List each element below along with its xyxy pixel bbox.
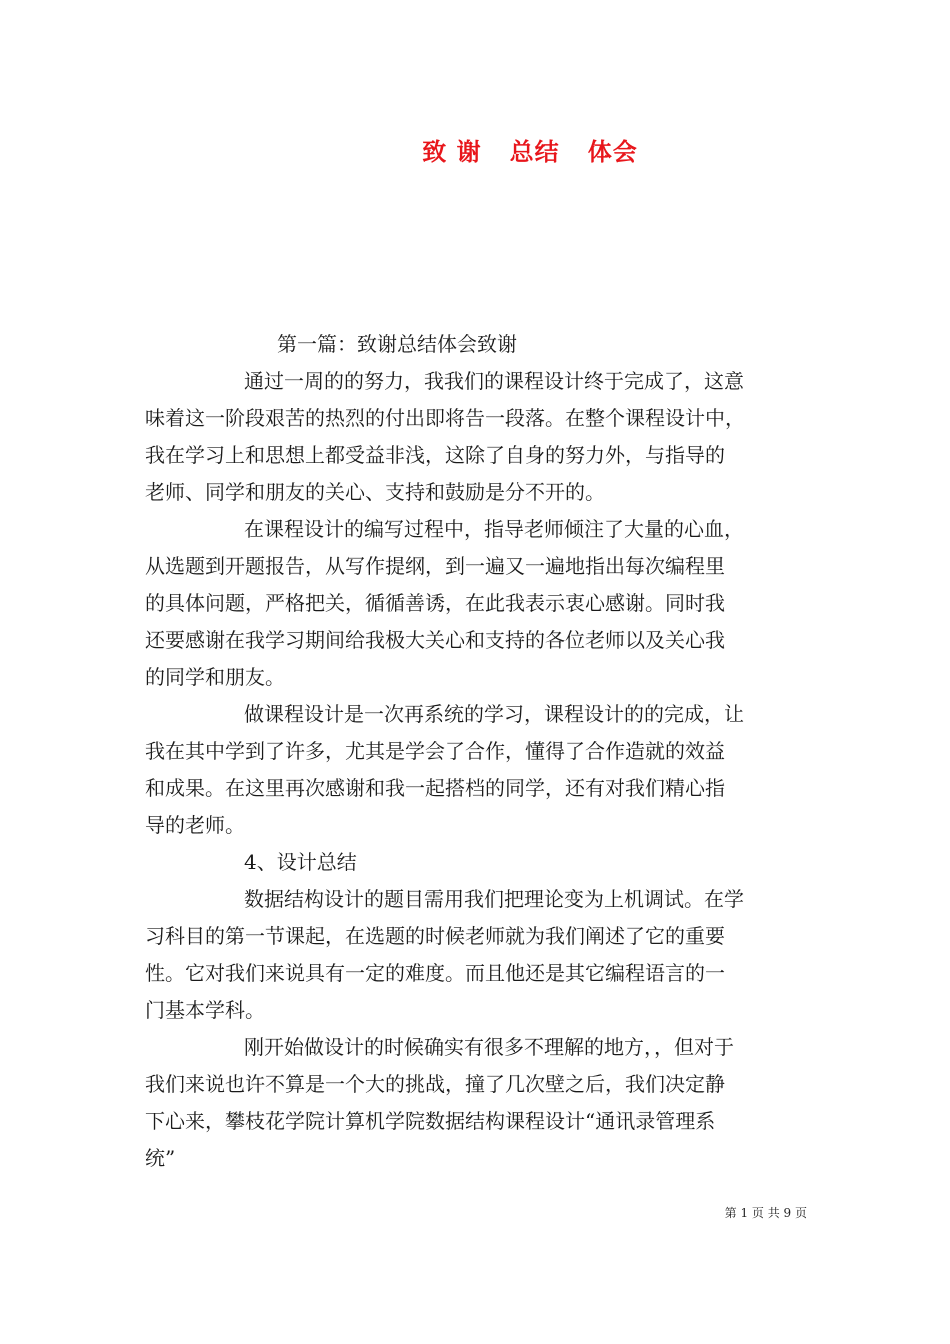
text-line: 的同学和朋友。: [145, 665, 285, 689]
text-line: 通过一周的的努力，我我们的课程设计终于完成了，这意: [244, 369, 744, 393]
text-line: 我在学习上和思想上都受益非浅，这除了自身的努力外，与指导的: [145, 443, 725, 467]
section-heading: 第一篇：致谢总结体会致谢: [277, 332, 517, 356]
text-line: 导的老师。: [145, 813, 245, 837]
text-line: 4、设计总结: [244, 850, 357, 874]
text-line: 我在其中学到了许多，尤其是学会了合作，懂得了合作造就的效益: [145, 739, 725, 763]
text-line: 统”: [145, 1146, 176, 1170]
text-line: 在课程设计的编写过程中，指导老师倾注了大量的心血，: [244, 517, 744, 541]
text-line: 数据结构设计的题目需用我们把理论变为上机调试。在学: [244, 887, 744, 911]
text-line: 和成果。在这里再次感谢和我一起搭档的同学，还有对我们精心指: [145, 776, 725, 800]
text-line: 的具体问题，严格把关，循循善诱，在此我表示衷心感谢。同时我: [145, 591, 725, 615]
text-line: 做课程设计是一次再系统的学习，课程设计的的完成，让: [244, 702, 744, 726]
text-line: 我们来说也许不算是一个大的挑战，撞了几次壁之后，我们决定静: [145, 1072, 725, 1096]
document-title: 致 谢 总结 体会: [422, 138, 638, 166]
text-line: 味着这一阶段艰苦的热烈的付出即将告一段落。在整个课程设计中，: [145, 406, 745, 430]
text-line: 门基本学科。: [145, 998, 265, 1022]
text-line: 老师、同学和朋友的关心、支持和鼓励是分不开的。: [145, 480, 605, 504]
text-line: 习科目的第一节课起，在选题的时候老师就为我们阐述了它的重要: [145, 924, 725, 948]
text-line: 刚开始做设计的时候确实有很多不理解的地方，，但对于: [244, 1035, 734, 1059]
document-body: [145, 326, 807, 1177]
page-footer: 第 1 页 共 9 页: [724, 1206, 807, 1220]
text-line: 从选题到开题报告，从写作提纲，到一遍又一遍地指出每次编程里: [145, 554, 725, 578]
text-line: 性。它对我们来说具有一定的难度。而且他还是其它编程语言的一: [145, 961, 725, 985]
text-line: 还要感谢在我学习期间给我极大关心和支持的各位老师以及关心我: [145, 628, 725, 652]
text-line: 下心来，攀枝花学院计算机学院数据结构课程设计“通讯录管理系: [145, 1109, 716, 1133]
